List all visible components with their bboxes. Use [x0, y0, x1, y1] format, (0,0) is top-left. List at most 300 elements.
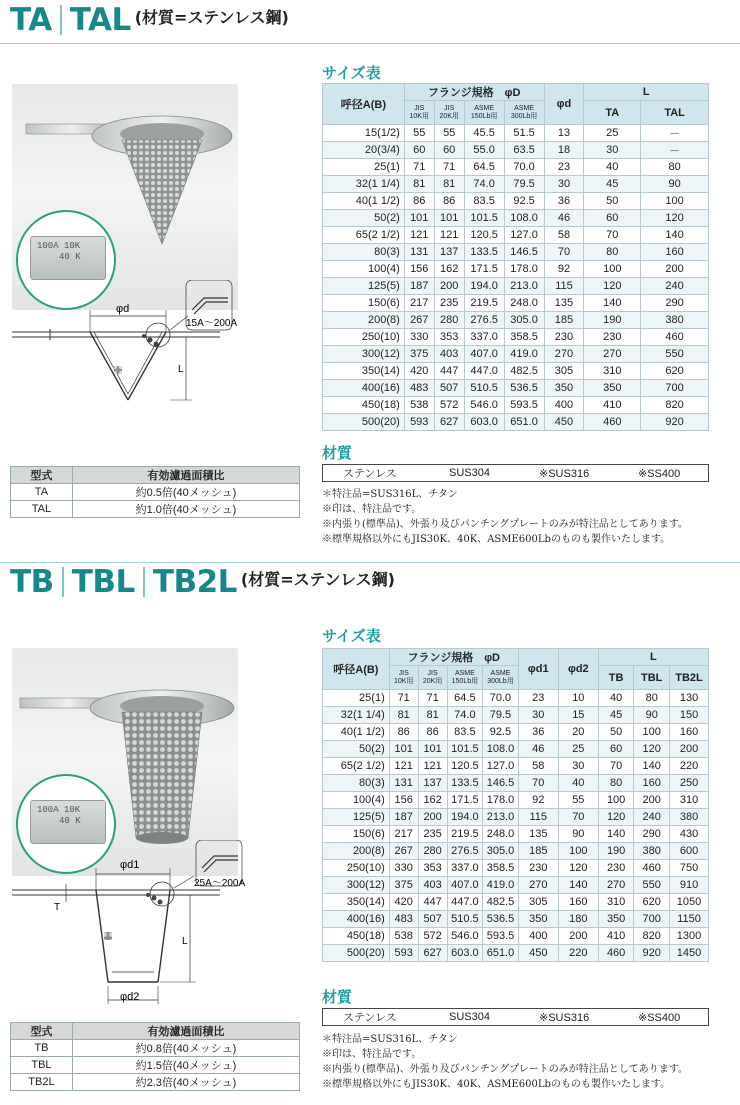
- table-cell: 330: [389, 860, 418, 877]
- table-cell: 137: [418, 775, 447, 792]
- nominal-size-cell: 450(18): [323, 928, 390, 945]
- table-cell: 572: [434, 397, 464, 414]
- table-cell: 156: [389, 792, 418, 809]
- table-cell: 380: [634, 843, 670, 860]
- table-cell: 101: [434, 210, 464, 227]
- table-cell: 380: [641, 312, 709, 329]
- table-cell: 51.5: [504, 125, 544, 142]
- table-cell: 200: [418, 809, 447, 826]
- table-cell: 30: [558, 758, 598, 775]
- dim-t-label: T: [54, 902, 61, 913]
- table-cell: 70: [598, 758, 634, 775]
- table-cell: 71: [389, 690, 418, 707]
- table-cell: 180: [558, 911, 598, 928]
- table-cell: 310: [584, 363, 641, 380]
- table-row: [323, 397, 709, 414]
- table-row: [323, 894, 709, 911]
- table-cell: 160: [641, 244, 709, 261]
- nominal-size-cell: 200(8): [323, 312, 405, 329]
- dim-d-label: φd: [116, 303, 130, 315]
- table-cell: 74.0: [464, 176, 504, 193]
- table-cell: 230: [518, 860, 558, 877]
- table-row: [323, 380, 709, 397]
- table-cell: 460: [598, 945, 634, 962]
- section-header: [0, 0, 740, 44]
- table-cell: 447.0: [447, 894, 483, 911]
- table-cell: 70.0: [504, 159, 544, 176]
- table-cell: 1300: [670, 928, 709, 945]
- table-cell: 120: [598, 809, 634, 826]
- table-cell: 92: [544, 261, 584, 278]
- table-cell: 620: [634, 894, 670, 911]
- table-cell: 200: [634, 792, 670, 809]
- table-cell: 240: [641, 278, 709, 295]
- nominal-size-cell: 80(3): [323, 775, 390, 792]
- table-cell: 70: [558, 809, 598, 826]
- table-cell: 131: [404, 244, 434, 261]
- table-cell: 482.5: [483, 894, 519, 911]
- size-table-title: サイズ表: [322, 627, 381, 645]
- material-caption: (材質=ステンレス鋼): [134, 7, 289, 27]
- table-row: [323, 843, 709, 860]
- size-table-title: サイズ表: [322, 64, 381, 82]
- table-cell: 420: [404, 363, 434, 380]
- table-cell: 121: [404, 227, 434, 244]
- table-cell: 200: [558, 928, 598, 945]
- table-row: [323, 724, 709, 741]
- model-tal: TAL: [69, 2, 131, 38]
- table-cell: 160: [634, 775, 670, 792]
- table-cell: 1150: [670, 911, 709, 928]
- table-row: [323, 244, 709, 261]
- table-cell: 135: [518, 826, 558, 843]
- table-cell: 15: [558, 707, 598, 724]
- table-cell: 79.5: [504, 176, 544, 193]
- table-cell: 101: [404, 210, 434, 227]
- table-cell: 58: [544, 227, 584, 244]
- table-row: [323, 261, 709, 278]
- table-cell: 375: [389, 877, 418, 894]
- table-row: TAL 約1.0倍(40メッシュ): [11, 501, 300, 518]
- table-cell: 460: [634, 860, 670, 877]
- table-cell: 820: [634, 928, 670, 945]
- nominal-size-cell: 32(1 1/4): [323, 176, 405, 193]
- table-cell: 101.5: [447, 741, 483, 758]
- table-cell: 55: [434, 125, 464, 142]
- table-cell: 510.5: [447, 911, 483, 928]
- table-cell: 171.5: [447, 792, 483, 809]
- table-cell: 350: [584, 380, 641, 397]
- table-cell: 483: [389, 911, 418, 928]
- table-cell: 140: [634, 758, 670, 775]
- table-cell: 217: [404, 295, 434, 312]
- table-row: TB 約0.8倍(40メッシュ): [11, 1040, 300, 1057]
- table-cell: 156: [404, 261, 434, 278]
- size-table-body: [323, 690, 709, 962]
- table-cell: 121: [389, 758, 418, 775]
- table-cell: 403: [418, 877, 447, 894]
- table-cell: 92.5: [483, 724, 519, 741]
- table-row: TBL 約1.5倍(40メッシュ): [11, 1057, 300, 1074]
- table-cell: 40: [598, 690, 634, 707]
- table-cell: 419.0: [504, 346, 544, 363]
- table-cell: 71: [434, 159, 464, 176]
- table-row: [323, 159, 709, 176]
- table-cell: 353: [418, 860, 447, 877]
- table-cell: 230: [584, 329, 641, 346]
- table-cell: 70: [544, 244, 584, 261]
- table-cell: 651.0: [483, 945, 519, 962]
- table-cell: 310: [670, 792, 709, 809]
- table-cell: 60: [434, 142, 464, 159]
- table-cell: 160: [558, 894, 598, 911]
- table-cell: 13: [544, 125, 584, 142]
- table-cell: 276.5: [447, 843, 483, 860]
- nominal-size-cell: 250(10): [323, 860, 390, 877]
- range-label: 15A～200A: [186, 318, 238, 329]
- table-cell: 81: [404, 176, 434, 193]
- table-cell: 45.5: [464, 125, 504, 142]
- nominal-size-cell: 65(2 1/2): [323, 758, 390, 775]
- table-cell: 651.0: [504, 414, 544, 431]
- table-cell: 350: [598, 911, 634, 928]
- table-row: [323, 210, 709, 227]
- table-cell: 92.5: [504, 193, 544, 210]
- table-row: [323, 809, 709, 826]
- table-row: [323, 860, 709, 877]
- table-row: [323, 193, 709, 210]
- table-row: [323, 877, 709, 894]
- table-cell: 600: [670, 843, 709, 860]
- table-cell: 40: [584, 159, 641, 176]
- material-title: 材質: [322, 988, 353, 1006]
- table-cell: 248.0: [483, 826, 519, 843]
- nominal-size-cell: 40(1 1/2): [323, 724, 390, 741]
- table-row: [323, 363, 709, 380]
- table-cell: 290: [641, 295, 709, 312]
- table-cell: 230: [544, 329, 584, 346]
- model-tb: TB: [10, 564, 54, 600]
- table-cell: 135: [544, 295, 584, 312]
- table-cell: 108.0: [483, 741, 519, 758]
- table-cell: 447: [418, 894, 447, 911]
- table-cell: 305.0: [504, 312, 544, 329]
- nominal-size-cell: 65(2 1/2): [323, 227, 405, 244]
- table-cell: 120: [584, 278, 641, 295]
- table-cell: －: [641, 142, 709, 159]
- table-cell: 420: [389, 894, 418, 911]
- table-cell: 820: [641, 397, 709, 414]
- table-cell: 235: [418, 826, 447, 843]
- table-cell: 146.5: [504, 244, 544, 261]
- material-caption: (材質=ステンレス鋼): [240, 569, 395, 589]
- header-nominal: 呼径A(B): [323, 84, 405, 125]
- table-cell: 120.5: [464, 227, 504, 244]
- nominal-size-cell: 450(18): [323, 397, 405, 414]
- table-cell: 450: [518, 945, 558, 962]
- table-cell: 187: [389, 809, 418, 826]
- table-cell: 1450: [670, 945, 709, 962]
- table-cell: 700: [634, 911, 670, 928]
- nameplate: 100A 10K 40 K: [30, 236, 106, 280]
- header-d: φd: [544, 84, 584, 125]
- table-cell: 407.0: [447, 877, 483, 894]
- table-cell: 80: [584, 244, 641, 261]
- material-title: 材質: [322, 444, 353, 462]
- table-row: [323, 758, 709, 775]
- table-row: [323, 775, 709, 792]
- table-cell: 81: [389, 707, 418, 724]
- table-row: [323, 945, 709, 962]
- nominal-size-cell: 50(2): [323, 210, 405, 227]
- nominal-size-cell: 500(20): [323, 414, 405, 431]
- dim-d1-label: φd1: [120, 859, 140, 871]
- table-row: [323, 295, 709, 312]
- table-cell: 108.0: [504, 210, 544, 227]
- table-cell: 10: [558, 690, 598, 707]
- table-cell: 337.0: [464, 329, 504, 346]
- table-cell: 45: [584, 176, 641, 193]
- table-cell: 267: [404, 312, 434, 329]
- dim-l-label: L: [182, 936, 188, 947]
- table-cell: 20: [558, 724, 598, 741]
- table-cell: 55.0: [464, 142, 504, 159]
- table-row: [323, 826, 709, 843]
- table-cell: 190: [584, 312, 641, 329]
- table-cell: 79.5: [483, 707, 519, 724]
- table-row: [323, 741, 709, 758]
- nominal-size-cell: 80(3): [323, 244, 405, 261]
- table-cell: 419.0: [483, 877, 519, 894]
- header-flange: フランジ規格 φD: [404, 84, 544, 101]
- nominal-size-cell: 400(16): [323, 380, 405, 397]
- table-cell: 58: [518, 758, 558, 775]
- material-row: ステンレス SUS304 ※SUS316 ※SS400: [322, 464, 709, 482]
- table-cell: 63.5: [504, 142, 544, 159]
- table-cell: 230: [598, 860, 634, 877]
- table-cell: 350: [518, 911, 558, 928]
- table-row: [323, 312, 709, 329]
- table-cell: 550: [641, 346, 709, 363]
- table-cell: 71: [404, 159, 434, 176]
- table-cell: 171.5: [464, 261, 504, 278]
- table-cell: 55: [404, 125, 434, 142]
- nameplate: 100A 10K 40 K: [30, 800, 106, 844]
- table-cell: 86: [418, 724, 447, 741]
- table-cell: 248.0: [504, 295, 544, 312]
- table-cell: 100: [584, 261, 641, 278]
- table-cell: 430: [670, 826, 709, 843]
- table-cell: 23: [518, 690, 558, 707]
- table-cell: 74.0: [447, 707, 483, 724]
- size-table-ta: [322, 83, 709, 431]
- table-cell: 92: [518, 792, 558, 809]
- notes: ＊特注品=SUS316L、チタン ※印は、特注品です。 ※内張り(標準品)、外張り及びパンチングプレートのみが特注品としてあります。 ※標準規格以外にもJIS30K、40K、ASME600Lbのものも製作いたします。: [322, 1034, 688, 1090]
- table-cell: 920: [634, 945, 670, 962]
- table-cell: 546.0: [464, 397, 504, 414]
- table-cell: 50: [584, 193, 641, 210]
- table-cell: 220: [558, 945, 598, 962]
- table-cell: 86: [404, 193, 434, 210]
- table-cell: 90: [641, 176, 709, 193]
- nominal-size-cell: 100(4): [323, 261, 405, 278]
- header-asme300: ASME 300Lb用: [504, 101, 544, 125]
- table-cell: 60: [598, 741, 634, 758]
- table-cell: 70: [518, 775, 558, 792]
- table-cell: 507: [418, 911, 447, 928]
- table-cell: 130: [670, 690, 709, 707]
- nominal-size-cell: 150(6): [323, 826, 390, 843]
- table-cell: 187: [404, 278, 434, 295]
- table-cell: 70: [584, 227, 641, 244]
- table-cell: 280: [418, 843, 447, 860]
- table-cell: 120: [558, 860, 598, 877]
- header-tb2l: TB2L: [670, 666, 709, 690]
- table-cell: 64.5: [464, 159, 504, 176]
- table-cell: 121: [434, 227, 464, 244]
- header-jis20: JIS 20K用: [418, 666, 447, 690]
- table-cell: 593: [389, 945, 418, 962]
- table-cell: 305: [544, 363, 584, 380]
- table-row: [323, 911, 709, 928]
- table-cell: 353: [434, 329, 464, 346]
- table-cell: 100: [598, 792, 634, 809]
- table-cell: 121: [418, 758, 447, 775]
- section-header: [0, 562, 740, 606]
- range-label: 25A～200A: [194, 878, 246, 889]
- table-cell: 178.0: [504, 261, 544, 278]
- model-tbl: TBL: [71, 564, 135, 600]
- table-cell: 178.0: [483, 792, 519, 809]
- table-cell: 160: [670, 724, 709, 741]
- nominal-size-cell: 350(14): [323, 894, 390, 911]
- nominal-size-cell: 125(5): [323, 809, 390, 826]
- table-cell: 750: [670, 860, 709, 877]
- header-ta: TA: [584, 101, 641, 125]
- nominal-size-cell: 25(1): [323, 690, 390, 707]
- table-cell: 127.0: [483, 758, 519, 775]
- table-cell: 140: [558, 877, 598, 894]
- size-table-body: [323, 125, 709, 431]
- table-cell: 50: [598, 724, 634, 741]
- table-cell: 510.5: [464, 380, 504, 397]
- header-tbl: TBL: [634, 666, 670, 690]
- table-cell: 80: [634, 690, 670, 707]
- table-cell: 194.0: [464, 278, 504, 295]
- table-cell: 270: [544, 346, 584, 363]
- table-cell: 162: [434, 261, 464, 278]
- header-asme150: ASME 150Lb用: [464, 101, 504, 125]
- table-row: [323, 792, 709, 809]
- table-cell: 86: [434, 193, 464, 210]
- model-tb2l: TB2L: [152, 564, 237, 600]
- table-cell: 80: [598, 775, 634, 792]
- nominal-size-cell: 125(5): [323, 278, 405, 295]
- table-cell: 140: [584, 295, 641, 312]
- nominal-size-cell: 100(4): [323, 792, 390, 809]
- table-cell: 200: [641, 261, 709, 278]
- table-cell: －: [641, 125, 709, 142]
- table-cell: 86: [389, 724, 418, 741]
- table-row: [323, 414, 709, 431]
- table-cell: 115: [544, 278, 584, 295]
- table-cell: 25: [558, 741, 598, 758]
- header-asme300: ASME 300Lb用: [483, 666, 519, 690]
- table-cell: 90: [558, 826, 598, 843]
- table-cell: 213.0: [483, 809, 519, 826]
- table-cell: 550: [634, 877, 670, 894]
- table-row: TB2L 約2.3倍(40メッシュ): [11, 1074, 300, 1091]
- table-cell: 146.5: [483, 775, 519, 792]
- table-cell: 410: [598, 928, 634, 945]
- table-cell: 593: [404, 414, 434, 431]
- header-d2: φd2: [558, 649, 598, 690]
- table-cell: 603.0: [447, 945, 483, 962]
- table-cell: 133.5: [464, 244, 504, 261]
- table-row: [323, 690, 709, 707]
- dim-l-label: L: [178, 364, 184, 375]
- table-cell: 270: [598, 877, 634, 894]
- table-cell: 536.5: [483, 911, 519, 928]
- table-cell: 219.5: [464, 295, 504, 312]
- dim-d2-label: φd2: [120, 991, 140, 1003]
- table-cell: 120: [641, 210, 709, 227]
- table-cell: 403: [434, 346, 464, 363]
- technical-drawing: [10, 840, 300, 1012]
- nominal-size-cell: 200(8): [323, 843, 390, 860]
- table-cell: 538: [389, 928, 418, 945]
- table-cell: 270: [518, 877, 558, 894]
- nominal-size-cell: 20(3/4): [323, 142, 405, 159]
- table-cell: 55: [558, 792, 598, 809]
- table-cell: 100: [641, 193, 709, 210]
- table-cell: 200: [434, 278, 464, 295]
- table-cell: 447: [434, 363, 464, 380]
- table-cell: 219.5: [447, 826, 483, 843]
- header-tal: TAL: [641, 101, 709, 125]
- table-cell: 131: [389, 775, 418, 792]
- table-row: [323, 928, 709, 945]
- nominal-size-cell: 500(20): [323, 945, 390, 962]
- table-cell: 81: [418, 707, 447, 724]
- table-cell: 101: [389, 741, 418, 758]
- table-cell: 40: [558, 775, 598, 792]
- table-cell: 213.0: [504, 278, 544, 295]
- table-cell: 375: [404, 346, 434, 363]
- table-cell: 305.0: [483, 843, 519, 860]
- table-cell: 70.0: [483, 690, 519, 707]
- header-area: 有効濾過面積比: [72, 467, 299, 484]
- model-ta: TA: [10, 2, 52, 38]
- table-cell: 290: [634, 826, 670, 843]
- table-cell: 400: [518, 928, 558, 945]
- table-row: TA 約0.5倍(40メッシュ): [11, 484, 300, 501]
- table-cell: 71: [418, 690, 447, 707]
- table-cell: 627: [418, 945, 447, 962]
- nominal-size-cell: 300(12): [323, 877, 390, 894]
- table-cell: 30: [518, 707, 558, 724]
- nominal-size-cell: 50(2): [323, 741, 390, 758]
- table-cell: 140: [598, 826, 634, 843]
- table-cell: 115: [518, 809, 558, 826]
- table-cell: 240: [634, 809, 670, 826]
- table-cell: 220: [670, 758, 709, 775]
- nominal-size-cell: 32(1 1/4): [323, 707, 390, 724]
- table-cell: 507: [434, 380, 464, 397]
- table-cell: 30: [584, 142, 641, 159]
- table-cell: 60: [584, 210, 641, 227]
- table-cell: 200: [670, 741, 709, 758]
